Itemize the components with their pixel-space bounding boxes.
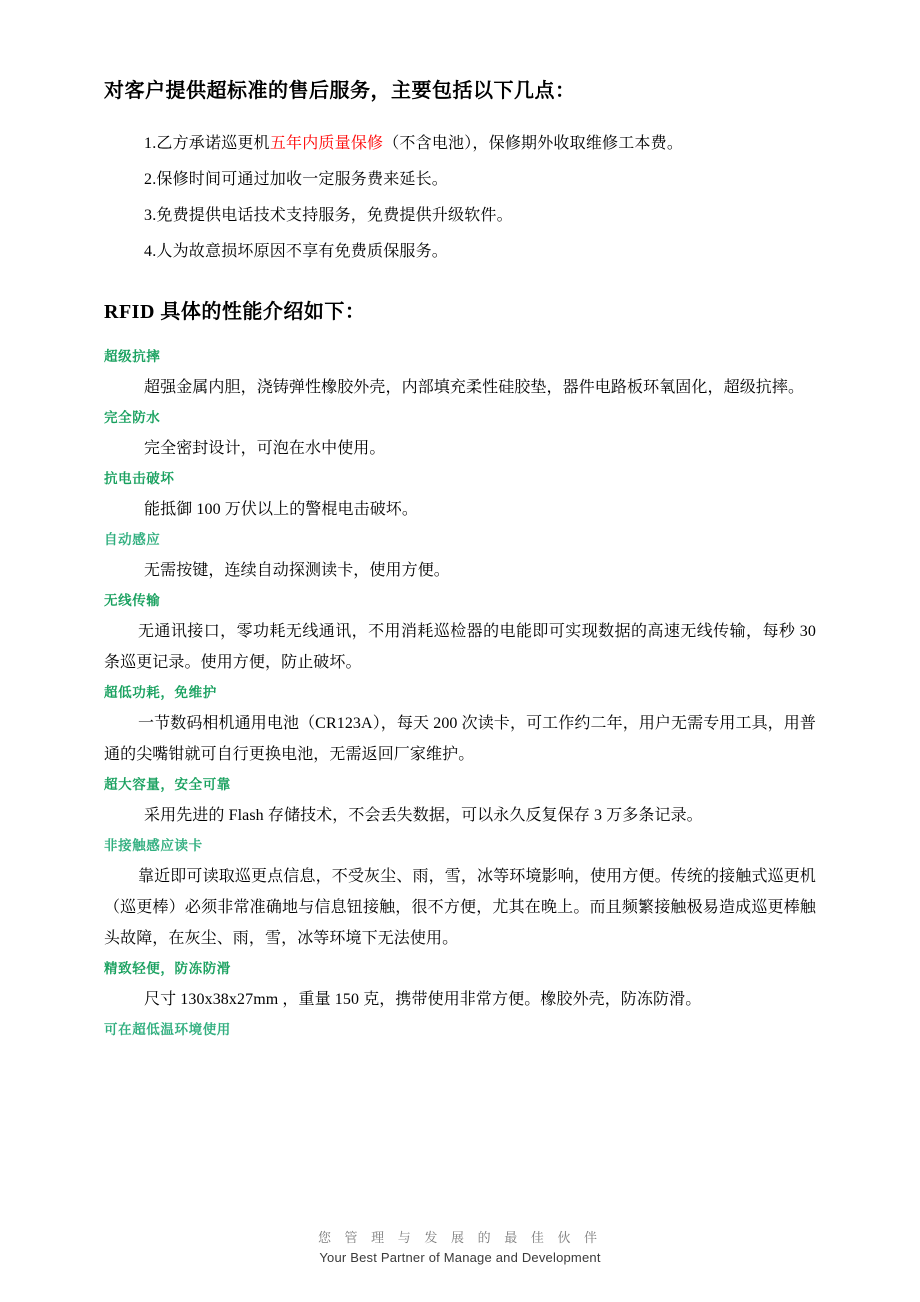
feature-body: 无需按键，连续自动探测读卡，使用方便。 [144,562,450,579]
page-footer [0,1228,920,1268]
list-item-prefix: 3.免费提供电话技术支持服务，免费提供升级软件。 [144,207,513,224]
feature-heading: 可在超低温环境使用 [104,1022,231,1037]
feature-body: 采用先进的 Flash 存储技术，不会丢失数据，可以永久反复保存 3 万多条记录。 [144,807,703,824]
feature-heading: 精致轻便，防冻防滑 [104,961,231,976]
list-item-prefix: 4.人为故意损坏原因不享有免费质保服务。 [144,243,449,260]
feature-heading: 超低功耗，免维护 [104,685,217,700]
footer-slogan-en: Your Best Partner of Manage and Development [319,1250,601,1265]
spacer [104,330,816,342]
list-item-highlight: 五年内质量保修 [269,135,384,152]
spacer [104,108,816,126]
list-item [104,162,816,198]
feature-body: 无通讯接口，零功耗无线通讯，不用消耗巡检器的电能即可实现数据的高速无线传输，每秒 30 条巡更记录。使用方便，防止破坏。 [104,623,816,671]
feature-body: 完全密封设计，可泡在水中使用。 [144,440,386,457]
feature-body: 超强金属内胆，浇铸弹性橡胶外壳，内部填充柔性硅胶垫，器件电路板环氧固化，超级抗摔。 [144,379,805,396]
feature-heading: 自动感应 [104,532,161,547]
list-item-suffix: （不含电池），保修期外收取维修工本费。 [383,135,684,152]
feature-body: 靠近即可读取巡更点信息，不受灰尘、雨，雪，冰等环境影响，使用方便。传统的接触式巡更机（巡更棒）必须非常准确地与信息钮接触，很不方便，尤其在晚上。而且频繁接触极易造成巡更棒触头故障，在灰尘、雨，雪，冰等环境下无法使用。 [104,868,816,947]
feature-heading: 超级抗摔 [104,349,161,364]
list-item [104,126,816,162]
spacer [104,270,816,294]
feature-heading: 完全防水 [104,410,161,425]
feature-heading: 超大容量，安全可靠 [104,777,231,792]
list-item [104,234,816,270]
feature-heading: 非接触感应读卡 [104,838,203,853]
list-item-prefix: 1.乙方承诺巡更机 [144,135,270,152]
list-item [104,198,816,234]
top-spacer [104,0,816,74]
feature-body: 能抵御 100 万伏以上的警棍电击破坏。 [144,501,419,518]
rfid-section-title: RFID 具体的性能介绍如下： [104,301,366,323]
feature-body: 一节数码相机通用电池（CR123A），每天 200 次读卡，可工作约二年，用户无需专用工具，用普通的尖嘴钳就可自行更换电池，无需返回厂家维护。 [104,715,816,763]
feature-body: 尺寸 130x38x27mm ，重量 150 克，携带使用非常方便。橡胶外壳，防冻防滑。 [144,991,702,1008]
feature-heading: 无线传输 [104,593,161,608]
feature-heading: 抗电击破坏 [104,471,175,486]
footer-slogan-cn: 您 管 理 与 发 展 的 最 佳 伙 伴 [317,1230,603,1245]
service-section-title: 对客户提供超标准的售后服务，主要包括以下几点： [104,80,576,102]
list-item-prefix: 2.保修时间可通过加收一定服务费来延长。 [144,171,449,188]
